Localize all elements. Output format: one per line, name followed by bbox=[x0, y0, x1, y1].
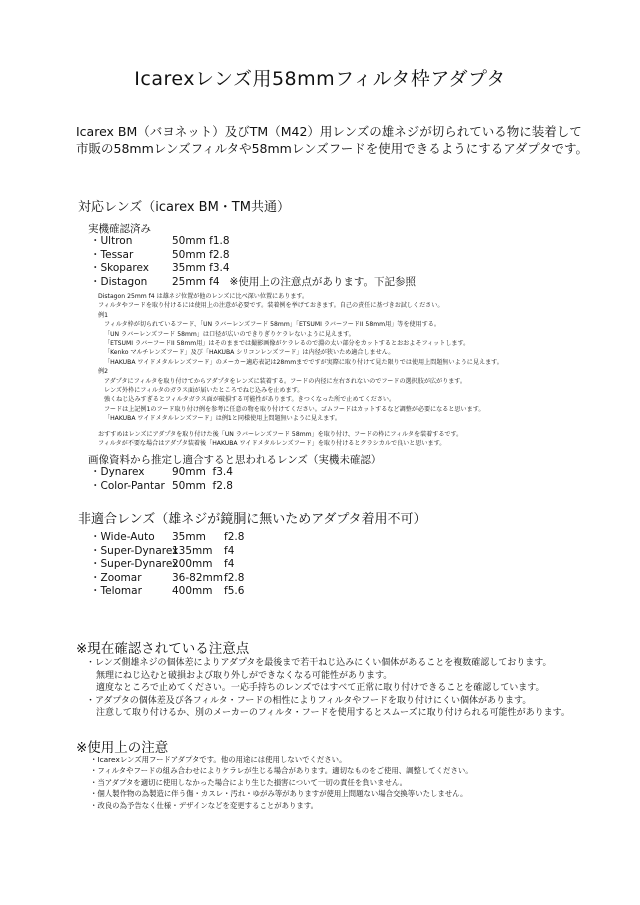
caution-line: ・アダプタの個体差及び各フィルタ・フードの相性によりフィルタやフードを取り付けにくい個体があります。 bbox=[86, 695, 532, 706]
note-line: フィルタやフードを取り付けるには使用上の注意が必要です。装着例を挙げておきます。自己の責任に基づきお試しください。 bbox=[98, 302, 444, 310]
note-line: 「Kenko マルチレンズフード」及び「HAKUBA シリコンレンズフード」は内径が狭いため適合しません。 bbox=[104, 349, 395, 357]
note-line: おすすめはレンズにアダプタを取り付けた後「UN ラバーレンズフード 58mm」を取り付け、フードの枠にフィルタを装着するです。 bbox=[98, 430, 463, 438]
page-title: Icarexレンズ用58mmフィルタ枠アダプタ bbox=[134, 68, 506, 90]
usage-line: ・改良の為予告なく仕様・デザインなどを変更することがあります。 bbox=[90, 800, 319, 810]
lens-name: ・Zoomar bbox=[90, 571, 142, 584]
caution-line: 適度なところで止めてください。一応手持ちのレンズではすべて正常に取り付けできることを確認しています。 bbox=[96, 683, 545, 694]
distagon-notes bbox=[98, 292, 578, 449]
note-line: Distagon 25mm f4 は雄ネジ位置が他のレンズに比べ深い位置にあります。 bbox=[98, 293, 309, 300]
lens-aperture: f5.6 bbox=[224, 585, 245, 597]
lens-spec: 50mm f2.8 bbox=[172, 248, 230, 261]
intro-line: 市販の58mmレンズフィルタや58mmレンズフードを使用できるようにするアダプタです。 bbox=[76, 141, 589, 156]
confirmed-label: 実機確認済み bbox=[88, 223, 151, 235]
lens-aperture: f2.8 bbox=[224, 571, 245, 584]
lens-row bbox=[90, 572, 244, 586]
lens-spec: 35mm f3.4 bbox=[172, 262, 230, 274]
note-line: 強くねじ込みすぎるとフィルタガラス面が破損する可能性があります。きつくなった所で止めてください。 bbox=[104, 396, 396, 404]
lens-row bbox=[90, 235, 416, 249]
presumed-label: 画像資料から推定し適合すると思われるレンズ（実機未確認） bbox=[88, 454, 382, 466]
usage-line: ・Icarexレンズ用フードアダプタです。他の用途には使用しないでください。 bbox=[90, 755, 347, 764]
usage-list bbox=[90, 754, 473, 811]
lens-focal: 200mm bbox=[172, 558, 213, 570]
lens-name: ・Tessar bbox=[90, 248, 134, 261]
lens-aperture: f2.8 bbox=[224, 531, 245, 543]
lens-name: ・Dynarex bbox=[90, 466, 145, 478]
note-line: 例2 bbox=[98, 368, 108, 376]
lens-name: ・Ultron bbox=[90, 235, 133, 247]
caution-heading: ※現在確認されている注意点 bbox=[76, 641, 250, 657]
usage-line: ・当アダプタを適切に使用しなかった場合により生じた損害について一切の責任を負いません。 bbox=[90, 777, 408, 787]
note-line: レンズ外枠にフィルタのガラス面が届いたところでねじ込みを止めます。 bbox=[104, 387, 304, 395]
presumed-lens-list bbox=[90, 466, 233, 493]
lens-name: ・Distagon bbox=[90, 275, 148, 288]
lens-name: ・Color-Pantar bbox=[90, 479, 165, 492]
lens-row bbox=[90, 585, 244, 599]
incompatible-lens-list bbox=[90, 531, 244, 599]
note-line: 「ETSUMI ラバーフードII 58mm用」はそのままでは撮影画像がケラレるので淵の太い部分をカットするとおおよそフィットします。 bbox=[104, 340, 470, 348]
lens-aperture: f4 bbox=[224, 558, 235, 570]
usage-line: ・個人製作物の為製造に伴う傷・カスレ・汚れ・ゆがみ等がありますが使用上問題ない場合交換等いたしません。 bbox=[90, 789, 468, 799]
lens-row bbox=[90, 249, 416, 263]
lens-focal: 135mm bbox=[172, 544, 213, 557]
lens-name: ・Super-Dynarex bbox=[90, 558, 179, 570]
lens-row bbox=[90, 480, 233, 494]
confirmed-lens-list bbox=[90, 235, 416, 289]
lens-row bbox=[90, 531, 244, 545]
compatible-heading: 対応レンズ（icarex BM・TM共通） bbox=[78, 200, 290, 215]
lens-row bbox=[90, 545, 244, 559]
lens-row bbox=[90, 262, 416, 276]
note-line: 「HAKUBA ワイドメタルレンズフード」は例1と同様使用上問題無いように見えます。 bbox=[104, 415, 341, 423]
lens-spec: 50mm f2.8 bbox=[172, 479, 233, 492]
usage-heading: ※使用上の注意 bbox=[76, 740, 169, 756]
note-line: フードは上記例1のフード取り付け例を参考に任意の物を取り付けてください。ゴムフードはカットするなど調整が必要になると思います。 bbox=[104, 405, 485, 413]
lens-focal: 35mm bbox=[172, 531, 206, 543]
note-line: 「UN ラバーレンズフード 58mm」は口径が広いのできりぎりケラレないように見えます。 bbox=[104, 330, 355, 338]
intro-line: Icarex BM（バヨネット）及びTM（M42）用レンズの雄ネジが切られている物に装着して bbox=[76, 124, 582, 139]
lens-name: ・Super-Dynarex bbox=[90, 544, 179, 557]
lens-row bbox=[90, 466, 233, 480]
lens-spec: 90mm f3.4 bbox=[172, 466, 233, 478]
caution-line: ・レンズ側雄ネジの個体差によりアダプタを最後まで若干ねじ込みにくい個体があることを複数確認しております。 bbox=[86, 658, 552, 668]
lens-row bbox=[90, 558, 244, 572]
note-line: 例1 bbox=[98, 311, 108, 319]
lens-spec: 25mm f4 ※使用上の注意点があります。下記参照 bbox=[172, 275, 417, 288]
caution-line: 注意して取り付けるか、別のメーカーのフィルタ・フードを使用するとスムーズに取り付けられる可能性があります。 bbox=[96, 708, 570, 719]
lens-spec: 50mm f1.8 bbox=[172, 235, 230, 247]
lens-name: ・Telomar bbox=[90, 585, 142, 597]
note-line: アダプタにフィルタを取り付けてからアダプタをレンズに装着する。フードの内径に左右されないのでフードの選択肢が広がります。 bbox=[104, 377, 466, 385]
note-line: フィルタが不要な場合はアダプタ装着後「HAKUBA ワイドメタルレンズフード」を取り付けるとクラシカルで良いと思います。 bbox=[98, 440, 446, 448]
note-line: 「HAKUBA ワイドメタルレンズフード」のメーカー適応表記は28mmまでですが実際に取り付けて見た限りでは使用上問題無いように見えます。 bbox=[104, 358, 503, 366]
incompatible-heading: 非適合レンズ（雄ネジが鏡胴に無いためアダプタ着用不可） bbox=[78, 512, 427, 527]
lens-row bbox=[90, 276, 416, 290]
lens-name: ・Wide-Auto bbox=[90, 531, 155, 543]
lens-focal: 36-82mm bbox=[172, 571, 223, 584]
caution-line: 無理にねじ込むと破損および取り外しができなくなる可能性があります。 bbox=[96, 670, 393, 681]
caution-list bbox=[86, 657, 570, 720]
lens-focal: 400mm bbox=[172, 585, 213, 597]
note-line: フィルタ枠が切られているフード、「UN ラバーレンズフード 58mm」「ETSUMI ラバーフードII 58mm用」等を使用する。 bbox=[104, 321, 440, 329]
lens-name: ・Skoparex bbox=[90, 262, 149, 274]
lens-aperture: f4 bbox=[224, 544, 235, 557]
intro-text bbox=[76, 123, 596, 157]
usage-line: ・フィルタやフードの組み合わせによりケラレが生じる場合があります。適切なものをご使用、調整してください。 bbox=[90, 766, 473, 776]
